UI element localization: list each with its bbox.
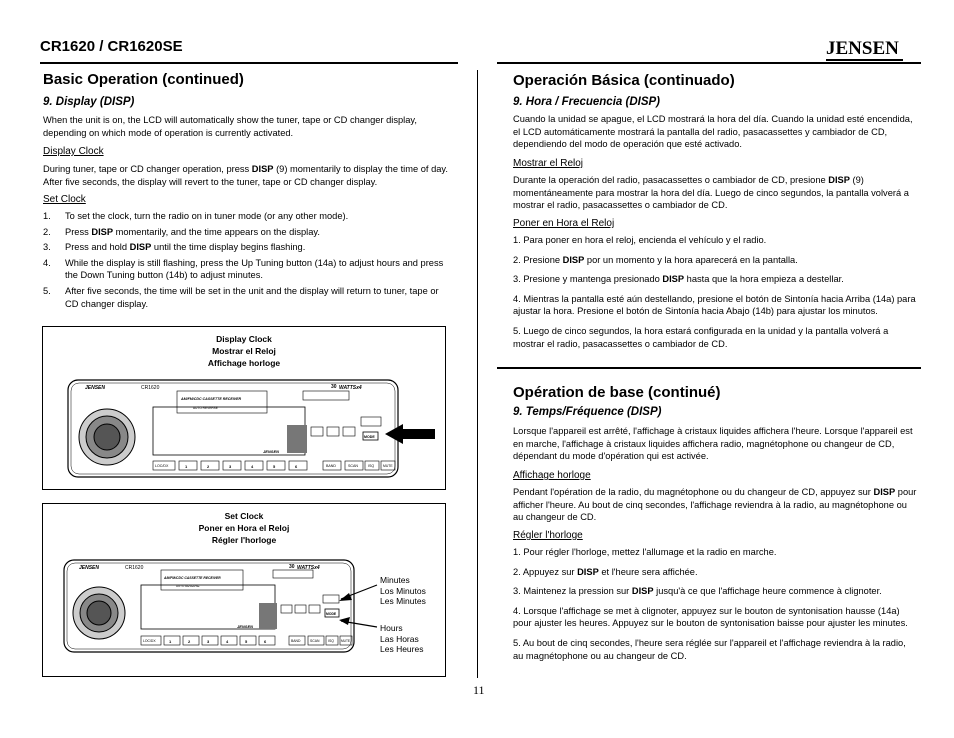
brand-logo: JENSEN: [826, 38, 899, 59]
minutes-label: Minutes Los Minutos Les Minutes: [380, 575, 426, 606]
list-item: 5. Luego de cinco segundos, la hora estará configurada en la unidad y la pantalla volverá a mostrar el radio, pasacassettes o cambiador de CD.: [513, 325, 889, 349]
english-display-clock-text: During tuner, tape or CD changer operation, press DISP (9) momentarily to display the time of day. After five seconds, the display will revert to the tuner, tape or CD changer display.: [43, 164, 448, 187]
spanish-section-title: Operación Básica (continuado): [513, 72, 735, 89]
svg-text:MUTE: MUTE: [341, 639, 351, 643]
list-item: 3. Press and hold DISP until the time display begins flashing.: [43, 242, 306, 253]
list-item: 1. Para poner en hora el reloj, encienda el vehículo y el radio.: [513, 235, 767, 245]
svg-text:JENSEN: JENSEN: [79, 565, 100, 571]
svg-text:JENSEN: JENSEN: [85, 385, 106, 391]
svg-text:BAND: BAND: [326, 464, 336, 468]
spanish-subtitle: 9. Hora / Frecuencia (DISP): [513, 96, 660, 108]
svg-text:JENSEN: JENSEN: [263, 449, 280, 454]
list-item: 4. Mientras la pantalla esté aún destellando, presione el botón de Sintonía hacia Arriba (14a) para ajustar la hora. Presione el botón de Sintonía hacia Abajo (14b) para ajustar los minutos.: [513, 293, 916, 317]
svg-text:SCAN: SCAN: [310, 639, 320, 643]
svg-text:MUTE: MUTE: [383, 464, 393, 468]
svg-text:6: 6: [264, 639, 267, 644]
svg-text:LOC/DX: LOC/DX: [155, 464, 169, 468]
figure-display-clock: [42, 326, 446, 490]
spanish-set-heading: Poner en Hora el Reloj: [513, 218, 615, 229]
list-item: 2. Press DISP momentarily, and the time appears on the display.: [43, 226, 320, 237]
svg-text:ISQ: ISQ: [328, 639, 334, 643]
svg-text:5: 5: [273, 464, 276, 469]
svg-text:CR1620: CR1620: [125, 565, 144, 571]
list-item: 4. While the display is still flashing, press the Up Tuning button (14a) to adjust hours and press the Down Tuning button (14b) to adjust minutes.: [43, 257, 444, 281]
svg-text:30: 30: [289, 564, 295, 570]
svg-text:LOC/DX: LOC/DX: [143, 639, 156, 643]
spanish-show-heading: Mostrar el Reloj: [513, 158, 584, 169]
svg-text:2: 2: [188, 639, 191, 644]
svg-text:SCAN: SCAN: [348, 464, 358, 468]
svg-text:3: 3: [229, 464, 232, 469]
english-section-title: Basic Operation (continued): [43, 71, 244, 88]
list-item: 5. After five seconds, the time will be set in the unit and the display will return to tuner, tape or CD changer display.: [43, 285, 439, 309]
svg-text:AM/FM/CDC CASSETTE RECEIVER: AM/FM/CDC CASSETTE RECEIVER: [181, 397, 242, 401]
svg-text:MODE: MODE: [326, 612, 337, 616]
english-set-clock-heading: Set Clock: [43, 194, 86, 205]
page-number: 11: [473, 683, 485, 697]
model-title: CR1620 / CR1620SE: [40, 38, 183, 55]
hours-label: Hours Las Horas Les Heures: [380, 623, 424, 654]
svg-text:JENSEN: JENSEN: [237, 624, 254, 629]
french-section-title: Opération de base (continué): [513, 384, 721, 401]
spanish-steps-list: [513, 234, 918, 350]
figure-set-clock: [42, 503, 446, 677]
list-item: 2. Appuyez sur DISP et l'heure sera affichée.: [513, 566, 698, 577]
list-item: 1. Pour régler l'horloge, mettez l'allumage et la radio en marche.: [513, 547, 777, 557]
figure-caption: Set Clock Poner en Hora el Reloj Régler l'horloge: [198, 511, 290, 545]
spanish-french-divider: [497, 367, 921, 369]
radio-illustration: [67, 379, 439, 487]
svg-text:2: 2: [207, 464, 210, 469]
list-item: 3. Presione y mantenga presionado DISP hasta que la hora empieza a destellar.: [513, 274, 844, 285]
french-set-heading: Régler l'horloge: [513, 530, 583, 541]
figure-caption: Display Clock Mostrar el Reloj Affichage horloge: [207, 334, 281, 368]
svg-text:1: 1: [185, 464, 188, 469]
list-item: 5. Au bout de cinq secondes, l'heure sera réglée sur l'appareil et l'affichage reviendra à la radio, au magnétophone ou au changeur de CD.: [513, 637, 906, 661]
english-intro: When the unit is on, the LCD will automatically show the tuner, tape or CD changer display, depending on which mode of operation is currently activated.: [43, 115, 417, 138]
svg-text:3: 3: [207, 639, 210, 644]
svg-text:CR1620: CR1620: [141, 385, 160, 391]
brand-underline: [826, 59, 903, 61]
spanish-intro: Cuando la unidad se apague, el LCD mostrará la hora del día. Cuando la unidad esté encendida, el LCD automáticamente mostrará la pantalla del radio, pasacassettes y cambiador de CD, dependiendo del modo de operación que esté activado.: [513, 114, 913, 150]
svg-text:AUTO REVERSE: AUTO REVERSE: [193, 406, 218, 410]
english-subtitle: 9. Display (DISP): [43, 96, 135, 108]
left-top-rule: [40, 62, 458, 64]
svg-text:WATTSx4: WATTSx4: [339, 385, 362, 391]
spanish-show-text: Durante la operación del radio, pasacassettes o cambiador de CD, presione DISP (9) momentáneamente para mostrar la hora del día. Luego de cinco segundos, la pantalla volverá a mostrar el radio, pasacassettes o cambiador de CD.: [513, 175, 909, 211]
svg-text:ISQ: ISQ: [368, 464, 375, 468]
svg-text:MODE: MODE: [364, 435, 375, 439]
list-item: 4. Lorsque l'affichage se met à clignoter, appuyez sur le bouton de syntonisation hausse (14a) pour ajuster les heures. Appuyez sur le bouton de syntonisation baisse pour ajuster les minutes.: [513, 605, 908, 629]
english-display-clock-heading: Display Clock: [43, 146, 104, 157]
svg-text:AM/FM/CDC CASSETTE RECEIVER: AM/FM/CDC CASSETTE RECEIVER: [164, 576, 221, 580]
list-item: 1. To set the clock, turn the radio on in tuner mode (or any other mode).: [43, 211, 349, 221]
radio-illustration: [63, 559, 379, 663]
french-steps-list: [513, 546, 918, 662]
svg-text:4: 4: [251, 464, 254, 469]
svg-text:WATTSx4: WATTSx4: [297, 565, 320, 571]
english-steps-list: [43, 210, 448, 310]
svg-text:5: 5: [245, 639, 248, 644]
list-item: 2. Presione DISP por un momento y la hora aparecerá en la pantalla.: [513, 254, 798, 265]
svg-text:BAND: BAND: [291, 639, 301, 643]
column-divider: [477, 70, 478, 678]
list-item: 3. Maintenez la pression sur DISP jusqu'à ce que l'affichage heure commence à clignoter.: [513, 586, 882, 597]
svg-text:4: 4: [226, 639, 229, 644]
svg-text:30: 30: [331, 384, 337, 390]
french-show-heading: Affichage horloge: [513, 470, 591, 481]
svg-text:1: 1: [169, 639, 172, 644]
svg-text:6: 6: [295, 464, 298, 469]
svg-text:AUTO REVERSE: AUTO REVERSE: [176, 584, 200, 588]
french-intro: Lorsque l'appareil est arrêté, l'affichage à cristaux liquides affichera l'heure. Lorsque l'appareil est en marche, l'affichage à cristaux liquides affichera radio, magnétophone ou changeur de CD, dépendant du mode d'opération qui est activée.: [513, 426, 913, 462]
french-show-text: Pendant l'opération de la radio, du magnétophone ou du changeur de CD, appuyez sur DISP pour afficher l'heure. Au bout de cinq secondes, l'affichage reviendra à la radio, au magnétophone ou au changeur de CD.: [513, 487, 917, 523]
french-subtitle: 9. Temps/Fréquence (DISP): [513, 406, 662, 418]
right-top-rule: [497, 62, 921, 64]
